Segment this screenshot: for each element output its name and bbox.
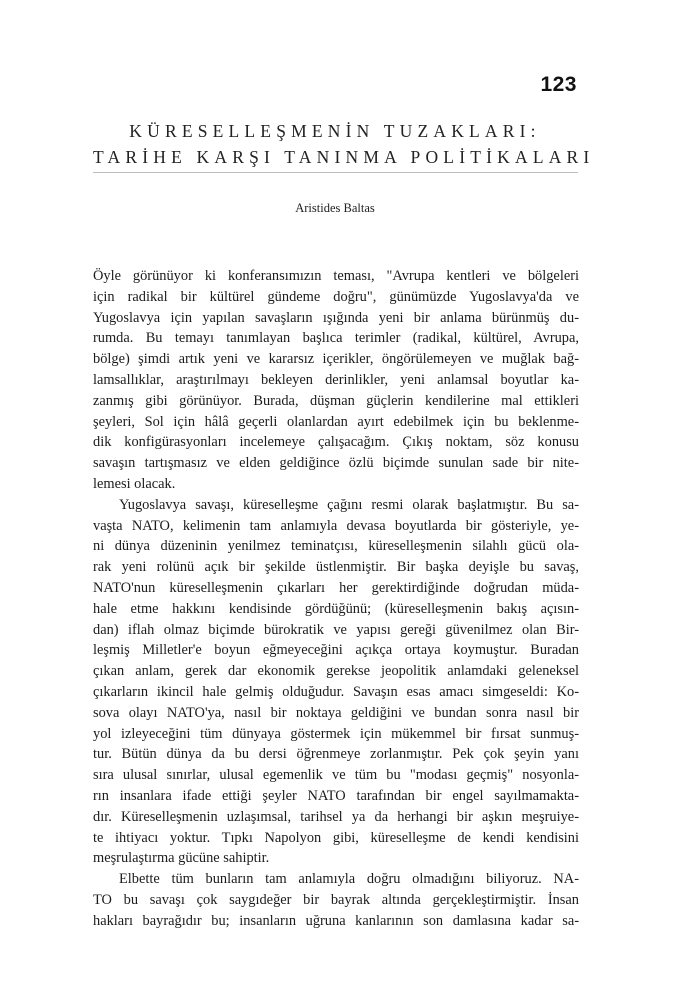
body-line: sova olayı NATO'ya, nasıl bir noktaya geldiğini ve bundan sonra nasıl bir xyxy=(93,704,579,721)
chapter-title-line-2: TARİHE KARŞI TANINMA POLİTİKALARI xyxy=(93,147,595,167)
body-line: rın insanlara ifade ettiği şeyler NATO tarafından bir engel sayılmamakta- xyxy=(93,787,579,804)
body-line: Yugoslavya için yapılan savaşların ışığında yeni bir anlama bürünmüş du- xyxy=(93,309,579,326)
body-line: NATO'nun küreselleşmenin çıkarları her gerektirdiğinde doğrudan müda- xyxy=(93,579,579,596)
body-line: savaşın tartışmasız ve elden geldiğince özlü biçimde sunulan sade bir nite- xyxy=(93,455,579,472)
author-name: Aristides Baltas xyxy=(295,201,375,215)
body-line: rak yeni rolünü açık bir şekilde üstlenmiştir. Bir başka deyişle bu savaş, xyxy=(93,559,579,576)
body-line: çıkan anlam, gerek dar ekonomik gerekse jeopolitik anlamdaki geleneksel xyxy=(93,663,579,680)
body-line: Elbette tüm bunların tam anlamıyla doğru olmadığını biliyoruz. NA- xyxy=(119,871,579,888)
body-text xyxy=(93,266,579,932)
body-line: bölge) şimdi artık yeni ve kararsız içerikler, öngörülemeyen ve muğlak bağ- xyxy=(93,351,579,368)
body-line: ni dünya düzeninin yenilmez teminatçısı, küreselleşmenin silahlı gücü ola- xyxy=(93,538,579,555)
body-line: çıkarların ikincil hale gelmiş olduğudur. Savaşın esas amacı simgeseldi: Ko- xyxy=(93,683,579,700)
body-line: sıra ulusal sınırlar, ulusal egemenlik ve tüm bu "modası geçmiş" nosyonla- xyxy=(93,767,579,784)
chapter-title xyxy=(93,118,595,170)
body-line: Yugoslavya savaşı, küreselleşme çağını resmi olarak başlatmıştır. Bu sa- xyxy=(119,496,579,513)
chapter-title-line-1: KÜRESELLEŞMENİN TUZAKLARI: xyxy=(129,121,541,141)
body-line: için radikal bir kültürel gündeme doğru", günümüzde Yugoslavya'da ve xyxy=(93,288,579,305)
body-line: şeyleri, Sol için hâlâ geçerli olanlardan ayırt edebilmek için bu beklenme- xyxy=(93,413,579,430)
body-line: dik konfigürasyonları incelemeye çalışacağım. Çıkış noktam, söz konusu xyxy=(93,434,579,451)
title-divider xyxy=(93,172,578,173)
page-number: 123 xyxy=(540,73,577,96)
body-line: dan) iflah olmaz biçimde bürokratik ve yapısı gereği güvenilmez olan Bir- xyxy=(93,621,579,638)
body-line: vaşta NATO, kelimenin tam anlamıyla devasa boyutlarda bir gösteriyle, ye- xyxy=(93,517,579,534)
body-line: lemesi olacak. xyxy=(93,475,176,492)
body-line: rumda. Bu temayı tanımlayan başlıca terimler (radikal, kültürel, Avrupa, xyxy=(93,330,579,347)
body-line: te ihtiyacı yoktur. Tıpkı Napolyon gibi, küreselleşme de kendi kendisini xyxy=(93,829,579,846)
body-line: dır. Küreselleşmenin uzlaşımsal, tarihsel ya da herhangi bir aşkın meşruiye- xyxy=(93,808,579,825)
body-line: tur. Bütün dünya da bu dersi öğrenmeye zorlanmıştır. Pek çok şeyin yanı xyxy=(93,746,579,763)
body-line: zanmış gibi görünüyor. Burada, düşman güçlerin kendilerine mal ettikleri xyxy=(93,392,579,409)
body-line: lamsallıklar, araştırılmayı bekleyen derinlikler, yeni anlamsal boyutlar ka- xyxy=(93,371,579,388)
body-line: TO bu savaşı çok saygıdeğer bir bayrak altında gerçekleştirmiştir. İnsan xyxy=(93,891,579,908)
body-line: hakları bayrağıdır bu; insanların uğruna kanlarının son damlasına kadar sa- xyxy=(93,912,579,929)
body-line: meşrulaştırma gücüne sahiptir. xyxy=(93,850,270,867)
body-line: Öyle görünüyor ki konferansımızın teması, "Avrupa kentleri ve bölgeleri xyxy=(93,268,579,284)
body-line: leşmiş Milletler'e boyun eğmeyeceğini açıkça ortaya koymuştur. Buradan xyxy=(93,642,579,659)
body-line: yol izleyeceğini tüm dünyaya göstermek için mükemmel bir fırsat sunmuş- xyxy=(93,725,579,742)
body-line: hale etme hakkını kendisinde gördüğünü; (küreselleşmenin bakış açısın- xyxy=(93,600,579,617)
